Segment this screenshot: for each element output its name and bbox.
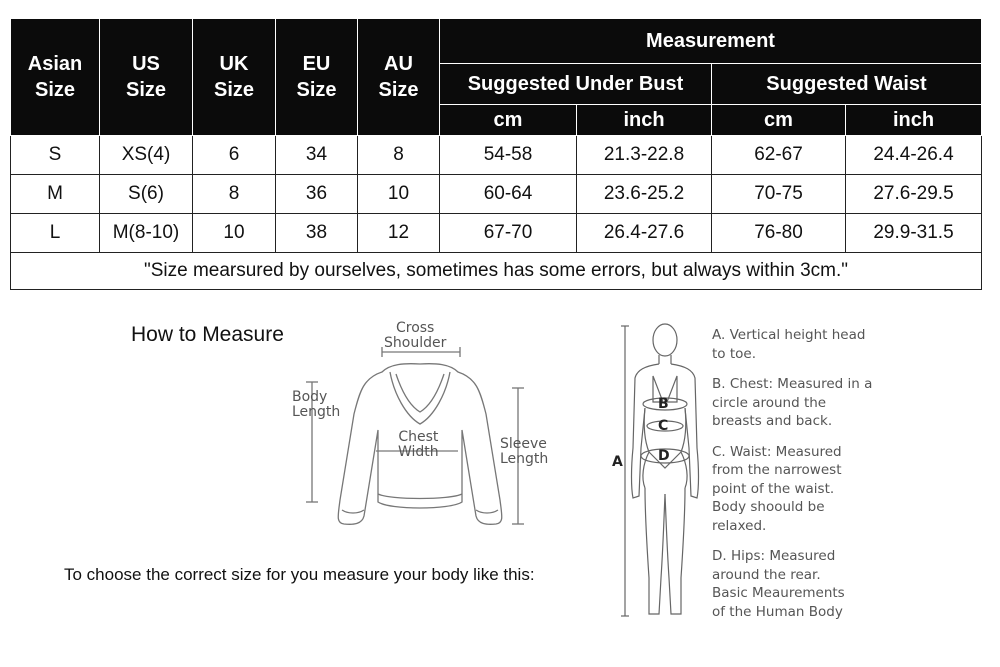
header-under-bust: Suggested Under Bust <box>440 64 712 105</box>
body-letter-d: D <box>658 448 670 464</box>
body-letter-b: B <box>658 396 669 412</box>
header-measurement: Measurement <box>440 19 982 64</box>
header-waist: Suggested Waist <box>712 64 982 105</box>
how-to-measure-title: How to Measure <box>131 323 284 346</box>
header-uk-size: UK Size <box>193 19 276 136</box>
table-cell: 70-75 <box>712 175 846 214</box>
table-cell: 10 <box>358 175 440 214</box>
table-cell: XS(4) <box>100 136 193 175</box>
header-asian-size: Asian Size <box>11 19 100 136</box>
choose-size-text: To choose the correct size for you measure your body like this: <box>64 565 535 584</box>
header-unit: cm <box>440 105 577 136</box>
header-unit: inch <box>577 105 712 136</box>
body-length-label: Body Length <box>292 389 341 420</box>
table-cell: 27.6-29.5 <box>846 175 982 214</box>
note-a: A. Vertical height head to toe. <box>712 327 866 362</box>
table-row <box>11 136 982 175</box>
table-cell: 62-67 <box>712 136 846 175</box>
table-cell: M(8-10) <box>100 214 193 253</box>
header-unit: cm <box>712 105 846 136</box>
table-cell: 8 <box>358 136 440 175</box>
note-c: C. Waist: Measured from the narrowest point of the waist. Body shoould be relaxed. <box>712 443 842 534</box>
body-figure-illustration <box>615 318 705 624</box>
table-cell: 67-70 <box>440 214 577 253</box>
table-cell: 12 <box>358 214 440 253</box>
table-cell: 23.6-25.2 <box>577 175 712 214</box>
sleeve-length-label: Sleeve Length <box>500 436 549 467</box>
table-cell: 38 <box>276 214 358 253</box>
table-cell: M <box>11 175 100 214</box>
cross-shoulder-label: Cross Shoulder <box>384 320 447 351</box>
table-cell: 10 <box>193 214 276 253</box>
table-cell: L <box>11 214 100 253</box>
table-cell: 54-58 <box>440 136 577 175</box>
body-letter-c: C <box>658 418 669 434</box>
table-cell: S(6) <box>100 175 193 214</box>
note-b: B. Chest: Measured in a circle around the breasts and back. <box>712 376 873 429</box>
size-chart-table <box>10 18 982 290</box>
table-cell: 24.4-26.4 <box>846 136 982 175</box>
table-cell: 76-80 <box>712 214 846 253</box>
table-cell: 21.3-22.8 <box>577 136 712 175</box>
table-cell: 29.9-31.5 <box>846 214 982 253</box>
table-row <box>11 214 982 253</box>
table-cell: 34 <box>276 136 358 175</box>
table-cell: 6 <box>193 136 276 175</box>
header-au-size: AU Size <box>358 19 440 136</box>
table-cell: 60-64 <box>440 175 577 214</box>
table-row <box>11 175 982 214</box>
chest-width-label: Chest Width <box>398 429 439 460</box>
table-cell: 8 <box>193 175 276 214</box>
header-unit: inch <box>846 105 982 136</box>
body-letter-a: A <box>612 454 623 470</box>
note-d: D. Hips: Measured around the rear. Basic Meaurements of the Human Body <box>712 548 845 620</box>
table-cell: 26.4-27.6 <box>577 214 712 253</box>
measurement-notes <box>712 326 902 633</box>
table-cell: 36 <box>276 175 358 214</box>
size-note: "Size mearsured by ourselves, sometimes has some errors, but always within 3cm." <box>11 253 982 290</box>
table-cell: S <box>11 136 100 175</box>
header-us-size: US Size <box>100 19 193 136</box>
header-eu-size: EU Size <box>276 19 358 136</box>
